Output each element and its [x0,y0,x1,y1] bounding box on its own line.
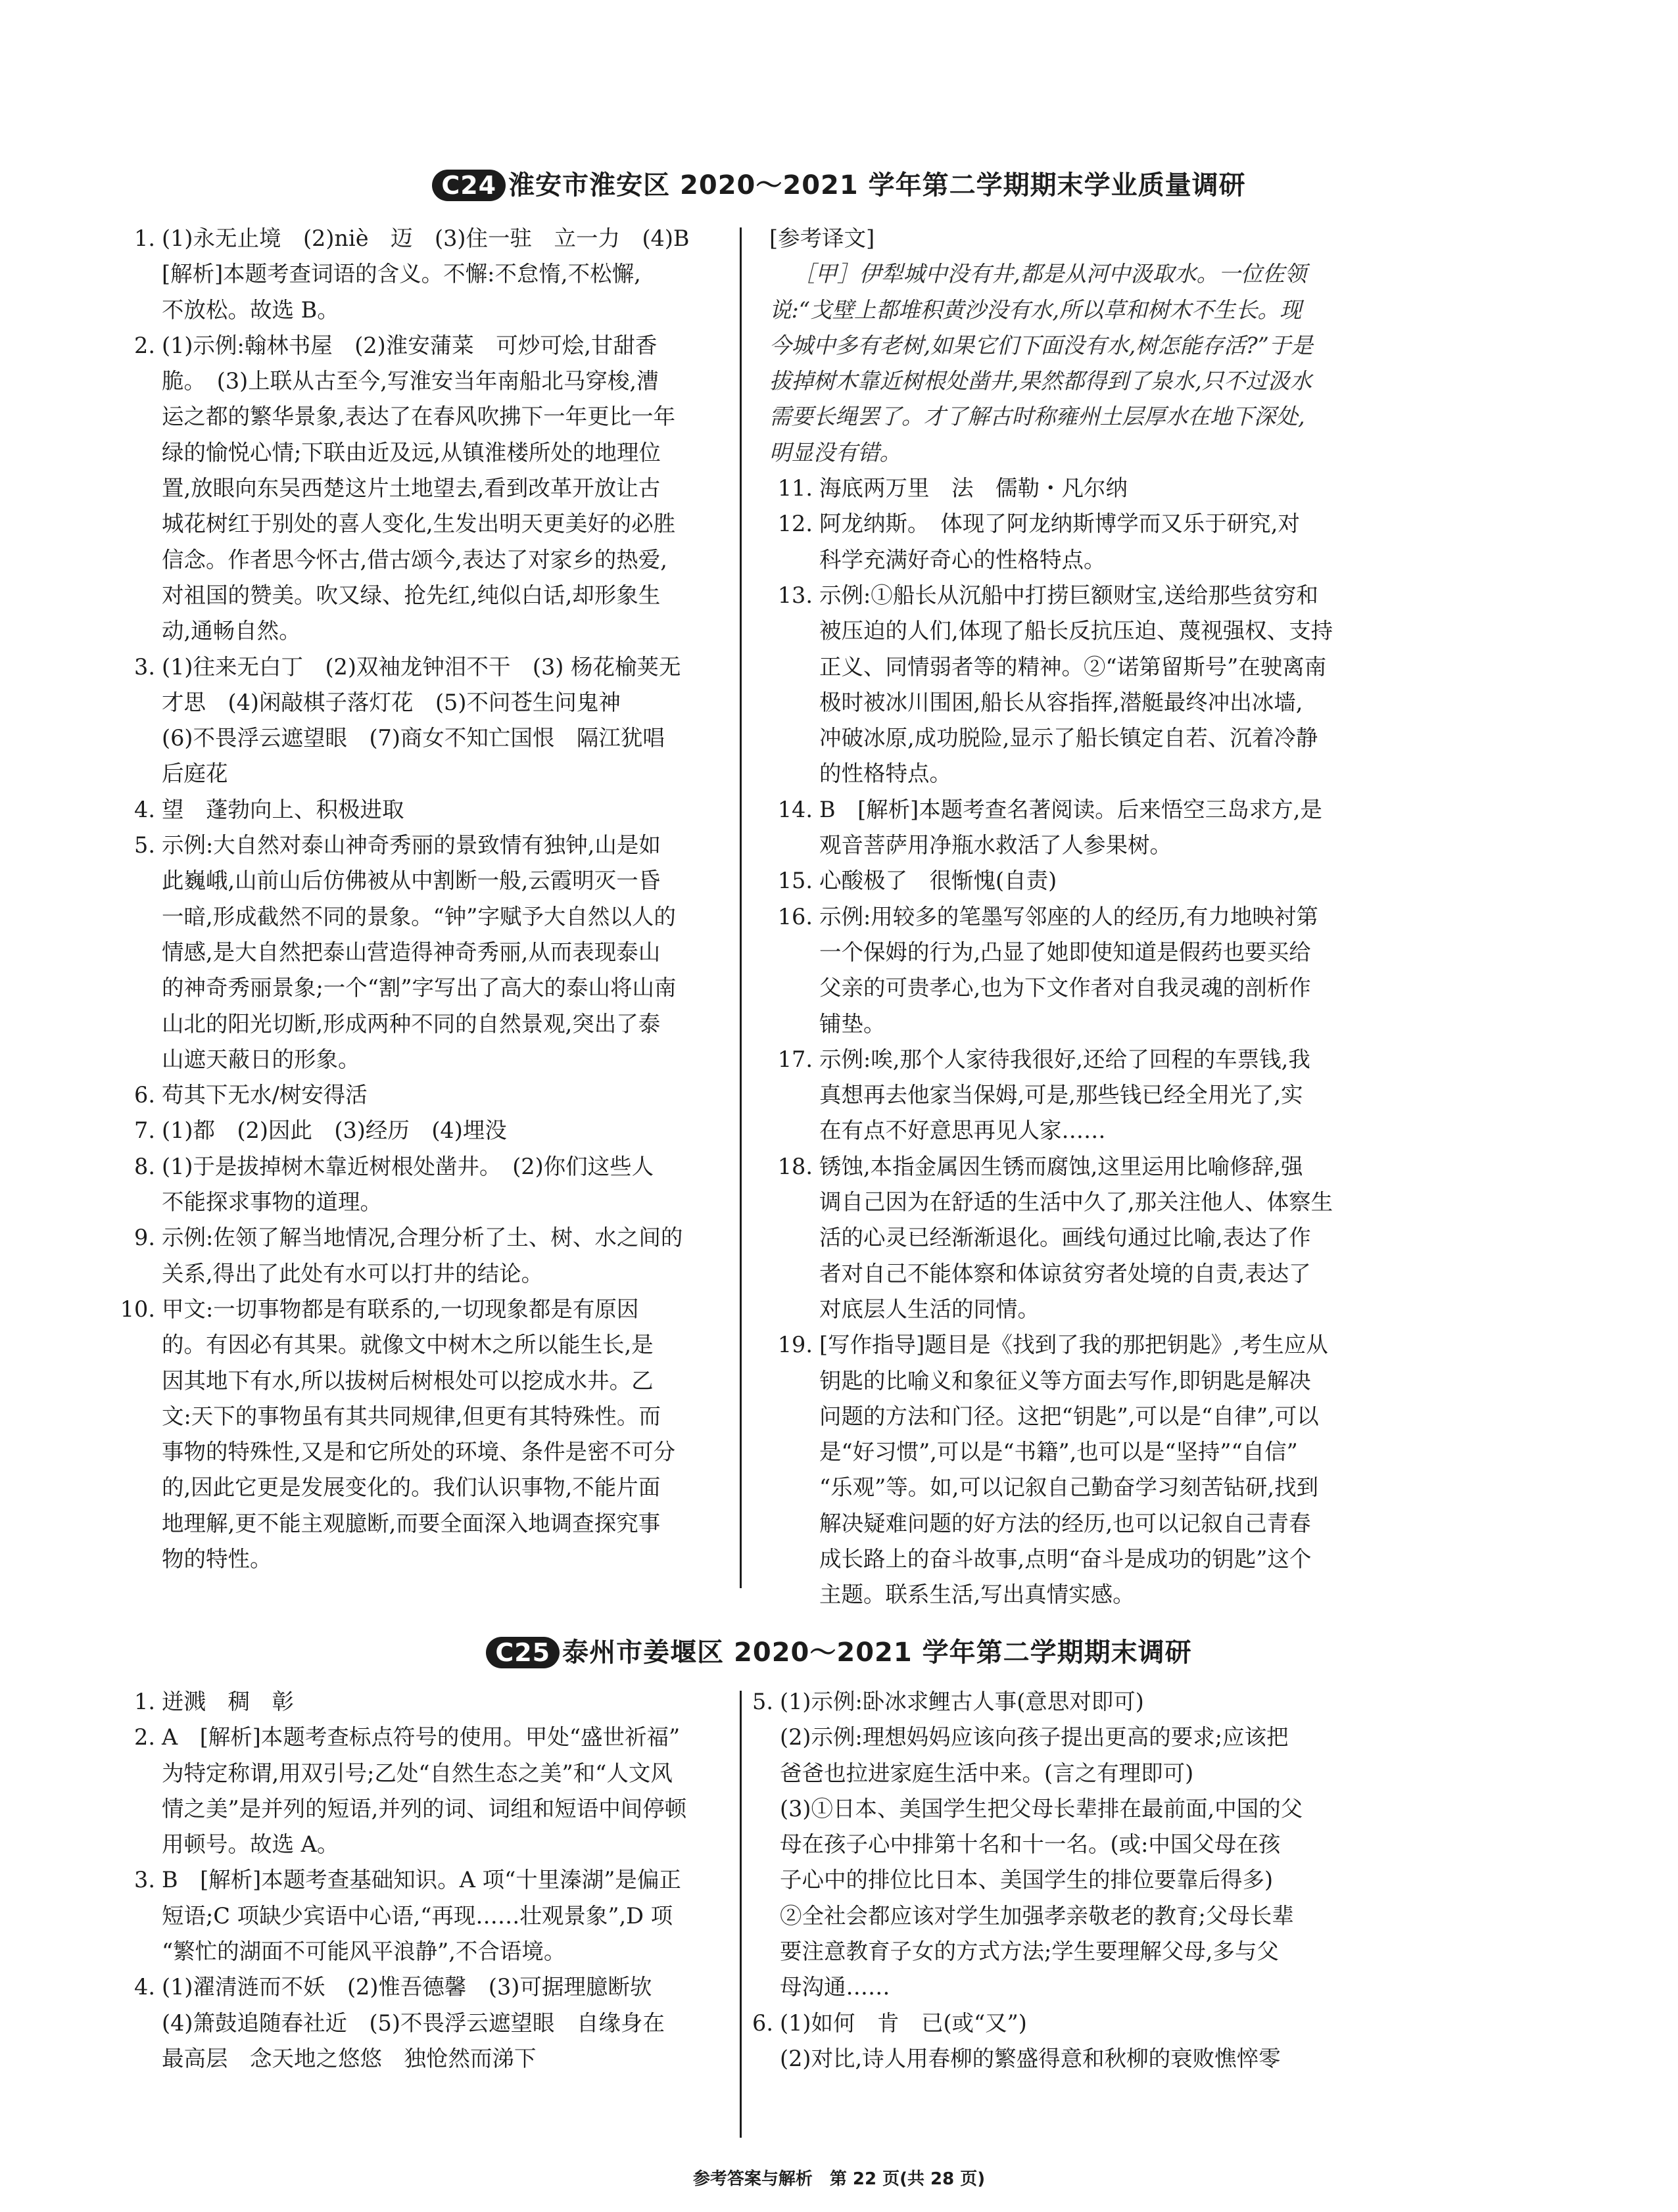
answer-column-left [99,221,730,1577]
translation-line: 拔掉树木靠近树根处凿井,果然都得到了泉水,只不过汲水 [769,368,1312,394]
answer-item [99,1862,730,1969]
answer-line: 主题。联系生活,写出真情实感。 [819,1582,1135,1608]
answer-line: “乐观”等。如,可以记叙自己勤奋学习刻苦钻研,找到 [819,1474,1319,1501]
answer-line: 因其地下有水,所以拔树后树根处可以挖成水井。乙 [162,1367,654,1394]
answer-line: A [解析]本题考查标点符号的使用。甲处“盛世祈福” [162,1724,681,1751]
answer-item [99,1292,730,1577]
translation-line: 说:“戈壁上都堆积黄沙没有水,所以草和树木不生长。现 [769,296,1302,323]
answer-line: 用顿号。故选 A。 [162,1831,339,1858]
answer-line: 示例:大自然对泰山神奇秀丽的景致情有独钟,山是如 [162,832,661,859]
answer-line: 不能探求事物的道理。 [162,1189,382,1215]
answer-line: 真想再去他家当保姆,可是,那些钱已经全用光了,实 [819,1082,1303,1108]
answer-line: 山遮天蔽日的形象。 [162,1046,360,1072]
translation-header: [参考译文] [769,225,875,251]
answer-line: 锈蚀,本指金属因生锈而腐蚀,这里运用比喻修辞,强 [819,1153,1303,1179]
column-divider [740,227,742,1588]
answer-line: 对底层人生活的同情。 [819,1296,1040,1322]
answer-item [99,1720,730,1862]
answer-number: 2. [134,1724,155,1751]
answer-item [756,1149,1368,1327]
section-badge: C25 [486,1637,560,1668]
answer-line: (2)对比,诗人用春柳的繁盛得意和秋柳的衰败憔悴零 [780,2045,1281,2071]
answer-item [99,328,730,649]
answer-line: 的。有因必有其果。就像文中树木之所以能生长,是 [162,1332,654,1358]
answer-line: 示例:佐领了解当地情况,合理分析了土、树、水之间的 [162,1225,683,1251]
answer-number: 5. [752,1689,773,1714]
answer-number: 16. [777,903,813,930]
answer-line: 动,通畅自然。 [162,618,301,644]
translation-line: 明显没有错。 [769,439,901,465]
answer-line: (4)箫鼓追随春社近 (5)不畏浮云遮望眼 自缘身在 [162,2010,665,2036]
answer-number: 4. [134,796,155,822]
answer-line: 成长路上的奋斗故事,点明“奋斗是成功的钥匙”这个 [819,1545,1312,1572]
answer-number: 6. [752,2010,773,2036]
answer-line: (1)示例:翰林书屋 (2)淮安蒲菜 可炒可烩,甘甜香 [162,332,658,358]
answer-line: 文:天下的事物虽有其共同规律,但更有其特殊性。而 [162,1403,661,1429]
answer-line: 解决疑难问题的好方法的经历,也可以记叙自己青春 [819,1510,1311,1536]
section-title-text: 泰州市姜堰区 2020～2021 学年第二学期期末调研 [562,1637,1192,1668]
answer-line: 迸溅 稠 彰 [162,1689,294,1714]
answer-item [756,899,1368,1042]
translation-line: 今城中多有老树,如果它们下面没有水,树怎能存活?”于是 [769,332,1313,358]
answer-line: 的性格特点。 [819,761,951,787]
answer-number: 17. [777,1046,813,1072]
answer-line: [写作指导]题目是《找到了我的那把钥匙》,考生应从 [819,1332,1328,1358]
answer-number: 10. [120,1296,155,1322]
answer-number: 3. [134,1867,155,1893]
section-badge: C24 [432,170,506,201]
answer-line: 钥匙的比喻义和象征义等方面去写作,即钥匙是解决 [819,1367,1311,1394]
answer-line: 被压迫的人们,体现了船长反抗压迫、蔑视强权、支持 [819,618,1333,644]
answer-item [756,471,1368,506]
answer-item [717,2006,1374,2077]
answer-item [99,649,730,792]
answer-number: 8. [134,1153,155,1179]
answer-line: “繁忙的湖面不可能风平浪静”,不合语境。 [162,1939,566,1965]
answer-line: 最高层 念天地之悠悠 独怆然而涕下 [162,2045,537,2071]
answer-line: [解析]本题考查词语的含义。不懈:不怠惰,不松懈, [162,261,641,287]
answer-line: 科学充满好奇心的性格特点。 [819,546,1106,573]
answer-line: B [解析]本题考查名著阅读。后来悟空三岛求方,是 [819,796,1322,822]
section-title-text: 淮安市淮安区 2020～2021 学年第二学期期末学业质量调研 [508,170,1246,200]
answer-item [756,506,1368,578]
answer-line: B [解析]本题考查基础知识。A 项“十里溱湖”是偏正 [162,1867,681,1893]
answer-column-right [717,1684,1374,2077]
answer-item [717,1684,1374,2006]
answer-item [756,863,1368,899]
answer-number: 1. [134,225,155,251]
answer-item [756,1327,1368,1612]
answer-line: (3)①日本、美国学生把父母长辈排在最前面,中国的父 [780,1795,1303,1822]
answer-number: 13. [777,582,813,608]
answer-line: 海底两万里 法 儒勒・凡尔纳 [819,475,1128,502]
answer-item [99,828,730,1077]
answer-number: 11. [777,475,813,502]
answer-number: 7. [134,1118,155,1144]
answer-line: 短语;C 项缺少宾语中心语,“再现……壮观景象”,D 项 [162,1902,673,1929]
answer-item [99,1969,730,2077]
answer-number: 5. [134,832,155,859]
answer-number: 18. [777,1153,813,1179]
answer-number: 4. [134,1974,155,2000]
answer-line: 母沟通…… [780,1974,890,2000]
answer-number: 6. [134,1082,155,1108]
answer-line: 示例:①船长从沉船中打捞巨额财宝,送给那些贫穷和 [819,582,1318,608]
answer-line: 活的心灵已经渐渐退化。画线句通过比喻,表达了作 [819,1225,1311,1251]
reference-translation [756,256,1368,471]
answer-line: 问题的方法和门径。这把“钥匙”,可以是“自律”,可以 [819,1403,1319,1429]
answer-line: (1)于是拔掉树木靠近树根处凿井。 (2)你们这些人 [162,1153,654,1179]
page-footer: 参考答案与解析 第 22 页(共 28 页) [692,2169,986,2189]
answer-line: 示例:唉,那个人家待我很好,还给了回程的车票钱,我 [819,1046,1310,1072]
answer-line: 置,放眼向东吴西楚这片土地望去,看到改革开放让古 [162,475,661,502]
answer-line: 甲文:一切事物都是有联系的,一切现象都是有原因 [162,1296,639,1322]
answer-number: 1. [134,1689,155,1714]
answer-number: 12. [777,511,813,537]
answer-item [756,578,1368,792]
answer-line: 的神奇秀丽景象;一个“割”字写出了高大的泰山将山南 [162,975,677,1001]
answer-line: 一暗,形成截然不同的景象。“钟”字赋予大自然以人的 [162,903,676,930]
answer-line: (1)都 (2)因此 (3)经历 (4)埋没 [162,1118,507,1144]
answer-line: (1)永无止境 (2)niè 迈 (3)住一驻 立一力 (4)B [162,225,690,251]
answer-number: 3. [134,653,155,680]
answer-item [99,1684,730,1720]
answer-line: 的,因此它更是发展变化的。我们认识事物,不能片面 [162,1474,661,1501]
answer-item [99,221,730,328]
answer-item [99,792,730,828]
answer-line: 一个保姆的行为,凸显了她即使知道是假药也要买给 [819,939,1311,965]
answer-line: 子心中的排位比日本、美国学生的排位要靠后得多) [780,1867,1274,1893]
answer-line: 脆。 (3)上联从古至今,写淮安当年南船北马穿梭,漕 [162,368,659,394]
answer-line: 调自己因为在舒适的生活中久了,那关注他人、体察生 [819,1189,1333,1215]
answer-line: 地理解,更不能主观臆断,而要全面深入地调查探究事 [162,1510,661,1536]
answer-line: 母在孩子心中排第十名和十一名。(或:中国父母在孩 [780,1831,1281,1858]
answer-number: 14. [777,796,813,822]
translation-line: 需要长绳罢了。才了解古时称雍州土层厚水在地下深处, [769,404,1305,430]
answer-line: 运之都的繁华景象,表达了在春风吹拂下一年更比一年 [162,404,676,430]
answer-line: (6)不畏浮云遮望眼 (7)商女不知亡国恨 隔江犹唱 [162,725,665,751]
answer-item [756,792,1368,864]
answer-line: ②全社会都应该对学生加强孝亲敬老的教育;父母长辈 [780,1902,1294,1929]
answer-item [756,1042,1368,1149]
answer-line: 山北的阳光切断,形成两种不同的自然景观,突出了泰 [162,1010,661,1037]
answer-number: 19. [777,1332,813,1358]
answer-line: 心酸极了 很惭愧(自责) [819,868,1057,894]
answer-line: 情之美”是并列的短语,并列的词、词组和短语中间停顿 [162,1795,687,1822]
answer-number: 9. [134,1225,155,1251]
answer-line: 物的特性。 [162,1545,272,1572]
answer-line: 铺垫。 [819,1010,886,1037]
answer-line: 观音菩萨用净瓶水救活了人参果树。 [819,832,1172,859]
answer-line: 此巍峨,山前山后仿佛被从中割断一般,云霞明灭一昏 [162,868,661,894]
answer-line: (1)如何 肯 已(或“又”) [780,2010,1027,2036]
section-title-c24 [0,164,1678,202]
answer-line: (1)示例:卧冰求鲤古人事(意思对即可) [780,1689,1144,1714]
answer-item [99,1220,730,1292]
answer-line: 对祖国的赞美。吹又绿、抢先红,纯似白话,却形象生 [162,582,661,608]
answer-line: 冲破冰原,成功脱险,显示了船长镇定自若、沉着冷静 [819,725,1318,751]
answer-line: 阿龙纳斯。 体现了阿龙纳斯博学而又乐于研究,对 [819,511,1300,537]
answer-number: 15. [777,868,813,894]
answer-line: 为特定称谓,用双引号;乙处“自然生态之美”和“人文风 [162,1760,673,1786]
answer-line: 父亲的可贵孝心,也为下文作者对自我灵魂的剖析作 [819,975,1311,1001]
answer-line: (1)往来无白丁 (2)双袖龙钟泪不干 (3) 杨花榆荚无 [162,653,681,680]
answer-line: 极时被冰川围困,船长从容指挥,潜艇最终冲出冰墙, [819,689,1303,715]
answer-line: 关系,得出了此处有水可以打井的结论。 [162,1260,544,1286]
answer-line: 要注意教育子女的方式方法;学生要理解父母,多与父 [780,1939,1279,1965]
answer-number: 2. [134,332,155,358]
answer-line: 后庭花 [162,761,228,787]
answer-line: 在有点不好意思再见人家…… [819,1118,1106,1144]
answer-line: (1)濯清涟而不妖 (2)惟吾德馨 (3)可据理臆断欤 [162,1974,652,2000]
answer-line: 望 蓬勃向上、积极进取 [162,796,404,822]
answer-line: 示例:用较多的笔墨写邻座的人的经历,有力地映衬第 [819,903,1318,930]
answer-line: 者对自己不能体察和体谅贫穷者处境的自责,表达了 [819,1260,1311,1286]
answer-line: 正义、同情弱者等的精神。②“诺第留斯号”在驶离南 [819,653,1327,680]
answer-line: 爸爸也拉进家庭生活中来。(言之有理即可) [780,1760,1194,1786]
answer-column-right [756,221,1368,1613]
answer-line: 才思 (4)闲敲棋子落灯花 (5)不问苍生问鬼神 [162,689,621,715]
answer-line: 城花树红于别处的喜人变化,生发出明天更美好的必胜 [162,511,676,537]
answer-item [99,1113,730,1148]
answer-column-left [99,1684,730,2077]
answer-line: 是“好习惯”,可以是“书籍”,也可以是“坚持”“自信” [819,1439,1298,1465]
answer-line: 绿的愉悦心情;下联由近及远,从镇淮楼所处的地理位 [162,439,661,465]
answer-line: 信念。作者思今怀古,借古颂今,表达了对家乡的热爱, [162,546,667,573]
answer-item [99,1149,730,1221]
answer-item [99,1077,730,1113]
answer-line: 情感,是大自然把泰山营造得神奇秀丽,从而表现泰山 [162,939,661,965]
section-title-c25 [0,1632,1678,1669]
answer-line: 事物的特殊性,又是和它所处的环境、条件是密不可分 [162,1439,676,1465]
answer-line: 苟其下无水/树安得活 [162,1082,368,1108]
answer-line: 不放松。故选 B。 [162,296,339,323]
answer-line: (2)示例:理想妈妈应该向孩子提出更高的要求;应该把 [780,1724,1289,1751]
translation-line: ［甲］伊犁城中没有井,都是从河中汲取水。一位佐领 [793,261,1307,287]
